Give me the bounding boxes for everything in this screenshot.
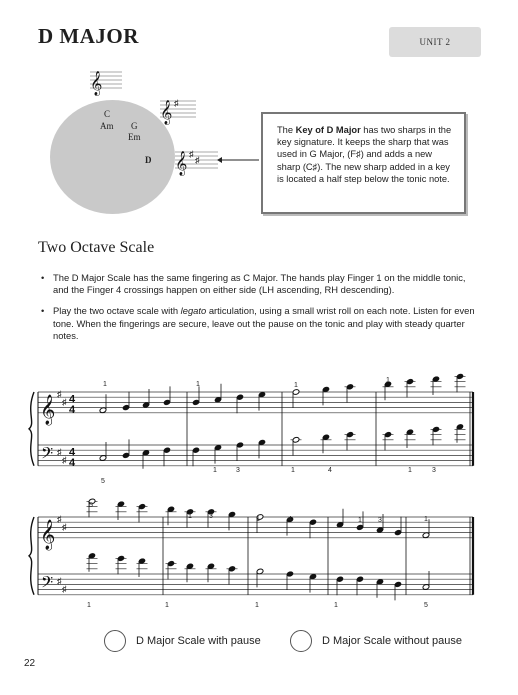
time-signature-bottom: 4 — [68, 456, 76, 469]
page-number: 22 — [24, 658, 36, 669]
checkbox-with-pause[interactable] — [104, 630, 261, 652]
key-label-am: Am — [100, 121, 114, 131]
finger-number: 3 — [236, 467, 240, 474]
finger-number: 4 — [328, 467, 332, 474]
finger-number: 3 — [378, 517, 382, 524]
sheet-music — [0, 370, 518, 618]
sharp-icon: ♯ — [57, 447, 62, 458]
finger-number: 1 — [424, 516, 428, 523]
finger-number: 1 — [334, 602, 338, 609]
instruction-list — [41, 272, 481, 351]
finger-number: 1 — [294, 382, 298, 389]
sharp-icon: ♯ — [57, 576, 62, 587]
finger-number: 1 — [386, 377, 390, 384]
key-label-em: Em — [128, 132, 141, 142]
info-text: The Key of D Major has two sharps in the key signature. It keeps the sharp that was used in G Major, (F♯) and adds a new sharp (C♯). The new sharp added in a key is located a half step below the tonic note. — [277, 125, 452, 184]
finger-number: 4 — [288, 516, 292, 523]
treble-clef-icon: 𝄞 — [40, 518, 56, 549]
finger-number: 1 — [408, 467, 412, 474]
time-signature-top: 4 — [68, 393, 76, 406]
brace — [29, 392, 34, 466]
treble-clef-icon: 𝄞 — [90, 72, 103, 95]
treble-clef-icon: 𝄞 — [40, 393, 56, 424]
finger-number: 1 — [165, 602, 169, 609]
finger-number: 5 — [101, 478, 105, 485]
checkbox-label: D Major Scale with pause — [136, 635, 261, 647]
sharp-icon: ♯ — [189, 149, 194, 159]
finger-number: 1 — [188, 513, 192, 520]
bullet-item: • The D Major Scale has the same fingering as C Major. The hands play Finger 1 on the middle tonic, and the Finger 4 crossings happen on either side (LH ascending, RH descending). — [41, 272, 481, 296]
checkbox-circle[interactable] — [104, 630, 126, 652]
page-title: D MAJOR — [38, 24, 139, 48]
sharp-icon: ♯ — [57, 514, 62, 525]
sharp-icon: ♯ — [57, 389, 62, 400]
info-box — [261, 112, 466, 214]
section-heading: Two Octave Scale — [38, 239, 155, 256]
finger-number: 5 — [89, 502, 93, 509]
treble-clef-icon: 𝄞 — [175, 152, 188, 175]
sharp-icon: ♯ — [195, 155, 200, 165]
unit-tab: UNIT 2 — [389, 27, 481, 57]
sharp-icon: ♯ — [62, 455, 67, 466]
bass-clef-icon: 𝄢 — [41, 574, 54, 596]
bullet-text: Play the two octave scale with legato articulation, using a small wrist roll on each note. Listen for even tone. When the fingerings are secure, leave out the pause on the tonic and play with steady quarter notes. — [53, 305, 475, 341]
time-signature-top: 4 — [68, 446, 76, 459]
finger-number: 3 — [209, 513, 213, 520]
time-signature-bottom: 4 — [68, 403, 76, 416]
sharp-icon: ♯ — [174, 98, 179, 108]
key-label-g: G — [131, 121, 138, 131]
bass-clef-icon: 𝄢 — [41, 445, 54, 467]
finger-number: 1 — [256, 516, 260, 523]
checkbox-label: D Major Scale without pause — [322, 635, 463, 647]
key-label-c: C — [104, 109, 111, 119]
finger-number: 1 — [291, 467, 295, 474]
finger-number: 1 — [103, 381, 107, 388]
checkbox-without-pause[interactable] — [290, 630, 462, 652]
finger-number: 3 — [432, 467, 436, 474]
finger-number: 1 — [358, 517, 362, 524]
key-label-d: D — [145, 155, 152, 165]
checkbox-circle[interactable] — [290, 630, 312, 652]
sharp-icon: ♯ — [62, 584, 67, 595]
bullet-item: • Play the two octave scale with legato articulation, using a small wrist roll on each note. Listen for even tone. When the fingerings are secure, leave out the pause on the tonic and play with steady quarter notes. — [41, 305, 481, 342]
arrow-head-icon — [217, 157, 222, 163]
sharp-icon: ♯ — [62, 396, 67, 407]
sharp-icon: ♯ — [62, 521, 67, 532]
brace — [29, 517, 34, 595]
bullet-text: The D Major Scale has the same fingering as C Major. The hands play Finger 1 on the middle tonic, and the Finger 4 crossings happen on either side (LH ascending, RH descending). — [53, 272, 466, 296]
finger-number: 1 — [87, 602, 91, 609]
finger-number: 1 — [196, 381, 200, 388]
treble-clef-icon: 𝄞 — [160, 101, 173, 124]
finger-number: 5 — [424, 602, 428, 609]
finger-number: 1 — [213, 467, 217, 474]
finger-number: 1 — [255, 602, 259, 609]
